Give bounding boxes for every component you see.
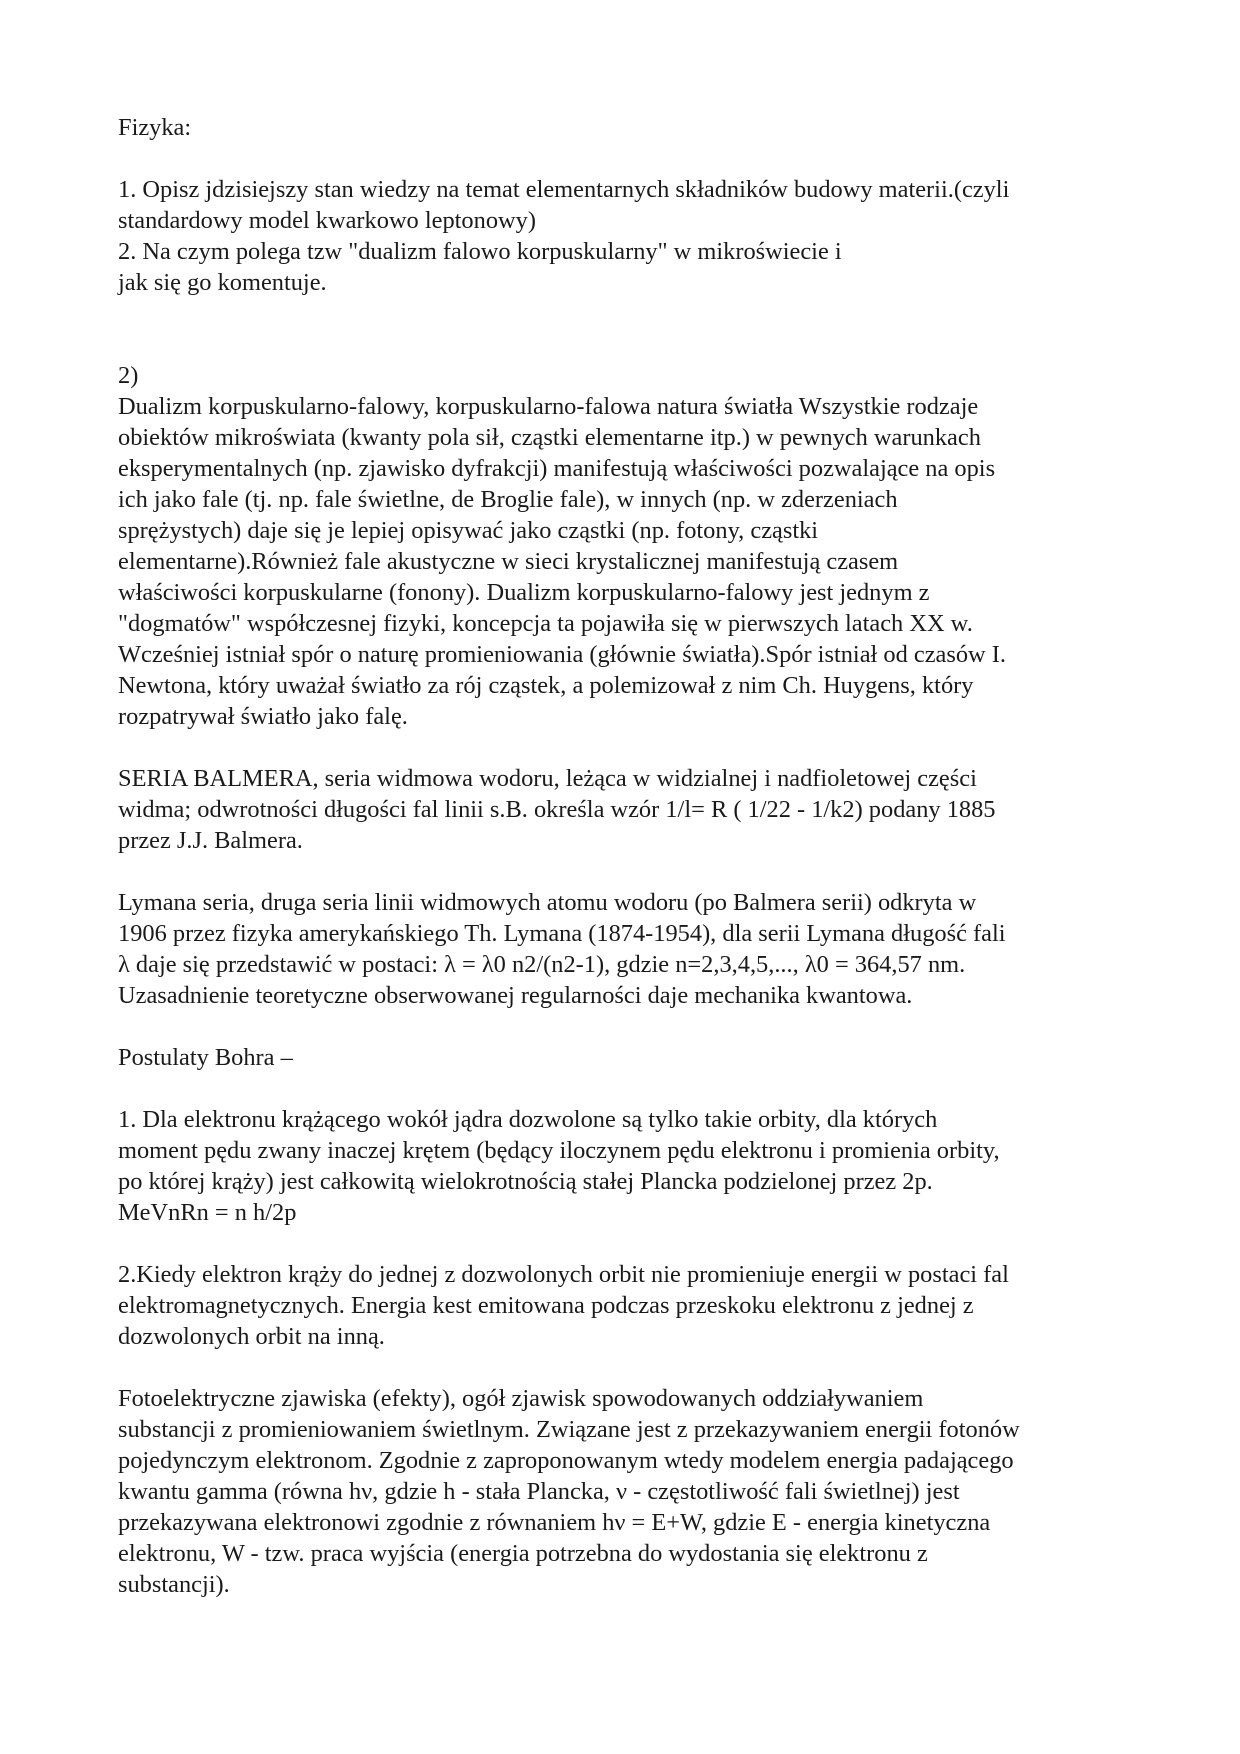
bohr-postulate-line: 2.Kiedy elektron krąży do jednej z dozwolonych orbit nie promieniuje energii w postaci fal xyxy=(118,1261,1009,1288)
photoelectric-line: przekazywana elektronowi zgodnie z równaniem hν = E+W, gdzie E - energia kinetyczna xyxy=(118,1509,991,1536)
spacer xyxy=(118,143,1128,174)
dualism-line: obiektów mikroświata (kwanty pola sił, cząstki elementarne itp.) w pewnych warunkach xyxy=(118,424,981,451)
bohr-postulate-line: moment pędu zwany inaczej krętem (będący iloczynem pędu elektronu i promienia orbity, xyxy=(118,1137,1000,1164)
dualism-line: elementarne).Również fale akustyczne w sieci krystalicznej manifestują czasem xyxy=(118,548,899,575)
document-page xyxy=(118,112,1128,1600)
lyman-line: λ daje się przedstawić w postaci: λ = λ0 n2/(n2-1), gdzie n=2,3,4,5,..., λ0 = 364,57 nm. xyxy=(118,951,966,978)
lyman-line: Uzasadnienie teoretyczne obserwowanej regularności daje mechanika kwantowa. xyxy=(118,982,913,1009)
dualism-line: sprężystych) daje się je lepiej opisywać jako cząstki (np. fotony, cząstki xyxy=(118,517,819,544)
photoelectric-line: elektronu, W - tzw. praca wyjścia (energia potrzebna do wydostania się elektronu z xyxy=(118,1540,928,1567)
photoelectric-line: pojedynczym elektronom. Zgodnie z zaproponowanym wtedy modelem energia padającego xyxy=(118,1447,1014,1474)
balmer-line: widma; odwrotności długości fal linii s.B. określa wzór 1/l= R ( 1/22 - 1/k2) podany 1885 xyxy=(118,796,996,823)
dualism-line: rozpatrywał światło jako falę. xyxy=(118,703,408,730)
bohr-heading-line: Postulaty Bohra – xyxy=(118,1044,293,1071)
dualism-line: właściwości korpuskularne (fonony). Dualizm korpuskularno-falowy jest jednym z xyxy=(118,579,930,606)
question-line: standardowy model kwarkowo leptonowy) xyxy=(118,207,536,234)
document-heading xyxy=(118,112,1128,143)
question-line: 1. Opisz jdzisiejszy stan wiedzy na temat elementarnych składników budowy materii.(czyli xyxy=(118,176,1010,203)
photoelectric-line: substancji z promieniowaniem świetlnym. Związane jest z przekazywaniem energii fotonów xyxy=(118,1416,1020,1443)
bohr-postulate-line: elektromagnetycznych. Energia kest emitowana podczas przeskoku elektronu z jednej z xyxy=(118,1292,974,1319)
bohr-postulate-line: po której krąży) jest całkowitą wielokrotnością stałej Plancka podzielonej przez 2p. xyxy=(118,1168,933,1195)
bohr-heading xyxy=(118,1042,1128,1073)
spacer xyxy=(118,1228,1128,1259)
question-line: jak się go komentuje. xyxy=(118,269,327,296)
balmer-line: przez J.J. Balmera. xyxy=(118,827,303,854)
bohr-postulate-line: MeVnRn = n h/2p xyxy=(118,1199,297,1226)
heading-line: Fizyka: xyxy=(118,114,192,141)
photoelectric-line: substancji). xyxy=(118,1571,230,1598)
dualism-line: eksperymentalnych (np. zjawisko dyfrakcji) manifestują właściwości pozwalające na opis xyxy=(118,455,996,482)
balmer-line: SERIA BALMERA, seria widmowa wodoru, leżąca w widzialnej i nadfioletowej części xyxy=(118,765,977,792)
dualism-line: Dualizm korpuskularno-falowy, korpuskularno-falowa natura światła Wszystkie rodzaje xyxy=(118,393,979,420)
lyman-paragraph xyxy=(118,887,1128,1011)
answer-number xyxy=(118,360,1128,391)
photoelectric-paragraph xyxy=(118,1383,1128,1600)
spacer xyxy=(118,1073,1128,1104)
dualism-line: Wcześniej istniał spór o naturę promieniowania (głównie światła).Spór istniał od czasów I. xyxy=(118,641,1006,668)
spacer xyxy=(118,298,1128,360)
dualism-line: "dogmatów" współczesnej fizyki, koncepcja ta pojawiła się w pierwszych latach XX w. xyxy=(118,610,973,637)
spacer xyxy=(118,1352,1128,1383)
question-line: 2. Na czym polega tzw "dualizm falowo korpuskularny" w mikroświecie i xyxy=(118,238,842,265)
dualism-line: ich jako fale (tj. np. fale świetlne, de Broglie fale), w innych (np. w zderzeniach xyxy=(118,486,898,513)
bohr-postulate-2 xyxy=(118,1259,1128,1352)
questions-paragraph xyxy=(118,174,1128,298)
lyman-line: 1906 przez fizyka amerykańskiego Th. Lymana (1874-1954), dla serii Lymana długość fali xyxy=(118,920,1006,947)
bohr-postulate-line: dozwolonych orbit na inną. xyxy=(118,1323,385,1350)
photoelectric-line: kwantu gamma (równa hν, gdzie h - stała Plancka, ν - częstotliwość fali świetlnej) jest xyxy=(118,1478,960,1505)
bohr-postulate-1 xyxy=(118,1104,1128,1228)
spacer xyxy=(118,856,1128,887)
dualism-paragraph xyxy=(118,391,1128,732)
balmer-paragraph xyxy=(118,763,1128,856)
bohr-postulate-line: 1. Dla elektronu krążącego wokół jądra dozwolone są tylko takie orbity, dla których xyxy=(118,1106,938,1133)
lyman-line: Lymana seria, druga seria linii widmowych atomu wodoru (po Balmera serii) odkryta w xyxy=(118,889,977,916)
photoelectric-line: Fotoelektryczne zjawiska (efekty), ogół zjawisk spowodowanych oddziaływaniem xyxy=(118,1385,924,1412)
spacer xyxy=(118,732,1128,763)
spacer xyxy=(118,1011,1128,1042)
dualism-line: Newtona, który uważał światło za rój cząstek, a polemizował z nim Ch. Huygens, który xyxy=(118,672,974,699)
answer-number-line: 2) xyxy=(118,362,139,389)
